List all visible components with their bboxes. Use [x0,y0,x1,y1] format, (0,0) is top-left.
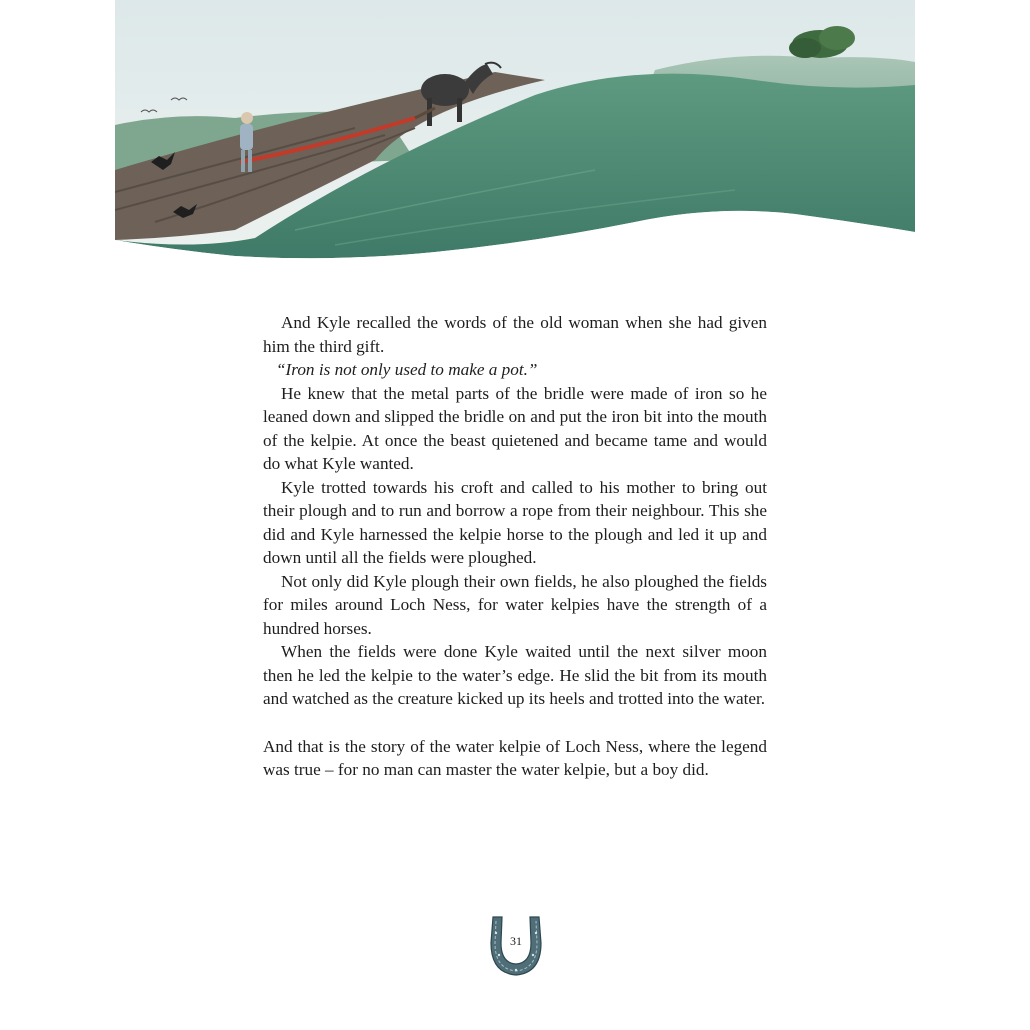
story-paragraph: And Kyle recalled the words of the old woman when she had given him the third gift. [263,313,767,356]
story-quote: “Iron is not only used to make a pot.” [276,360,538,379]
page-number-badge [487,913,545,979]
page-number: 31 [510,934,522,948]
story-paragraph: Kyle trotted towards his croft and called to his mother to bring out their plough and to run and borrow a rope from their neighbour. This she did and Kyle harnessed the kelpie horse to the plough and led it up and down until all the fields were ploughed. [263,477,767,567]
landscape-scene [115,0,915,275]
story-text [263,311,767,782]
story-paragraph: When the fields were done Kyle waited until the next silver moon then he led the kelpie to the water’s edge. He slid the bit from its mouth and watched as the creature kicked up its heels and trotted into the water. [263,642,767,708]
story-ending: And that is the story of the water kelpie of Loch Ness, where the legend was true – for no man can master the water kelpie, but a boy did. [263,736,767,779]
story-paragraph: Not only did Kyle plough their own fields, he also ploughed the fields for miles around Loch Ness, for water kelpies have the strength of a hundred horses. [263,571,767,638]
ploughing-landscape-illustration [115,0,915,275]
story-paragraph: He knew that the metal parts of the bridle were made of iron so he leaned down and slipped the bridle on and put the iron bit into the mouth of the kelpie. At once the beast quietened and became tame and would do what Kyle wanted. [263,383,767,473]
